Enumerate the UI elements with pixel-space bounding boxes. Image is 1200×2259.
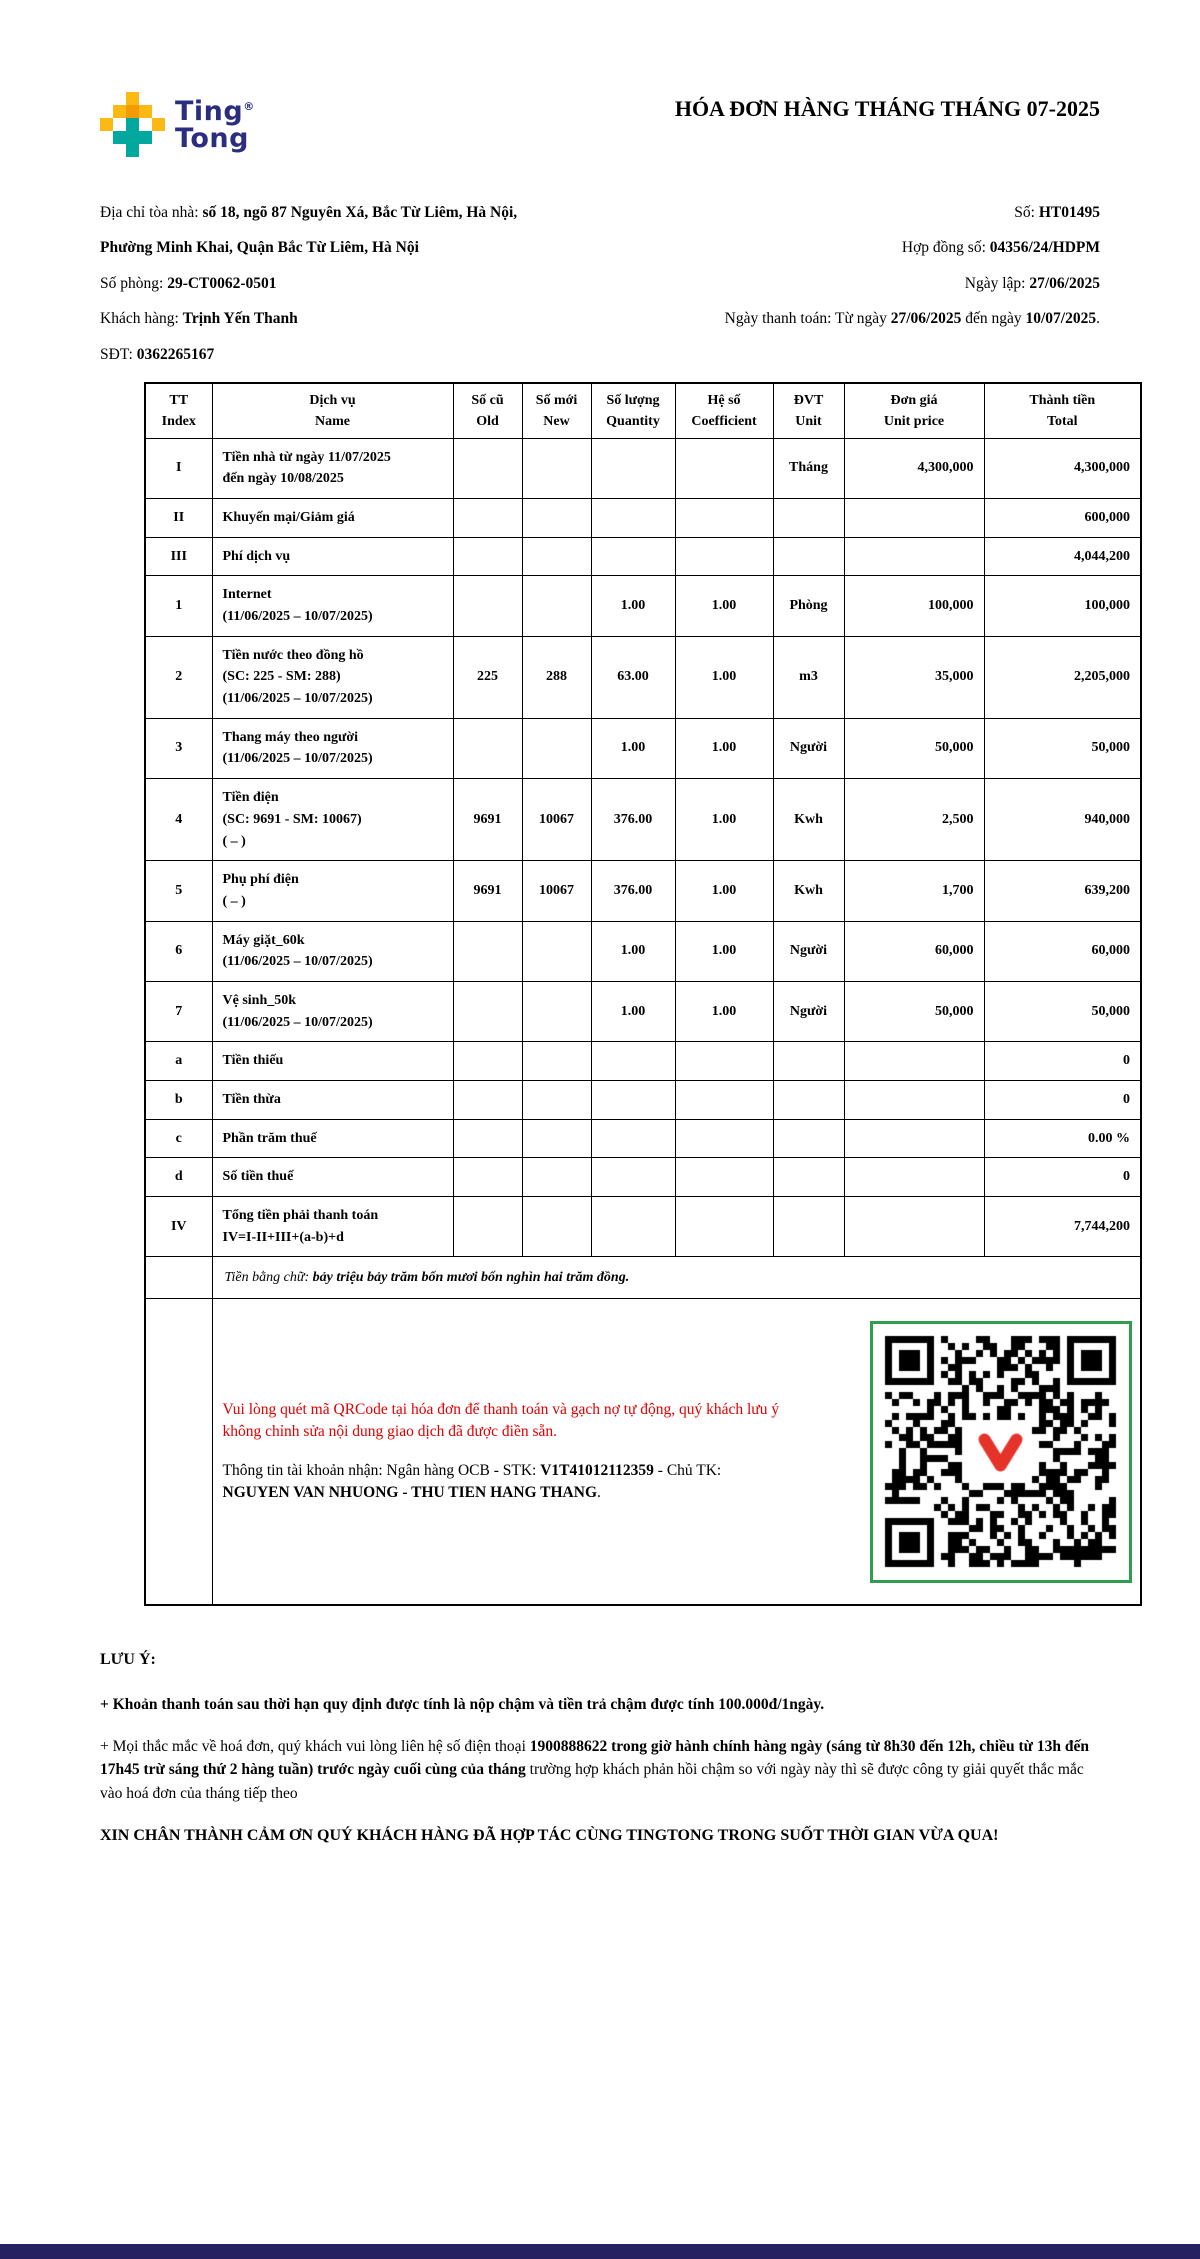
footer-notes [100,1648,1100,1848]
cell-price: 50,000 [844,981,984,1041]
cell-new [522,1158,591,1197]
cell-total: 2,205,000 [984,636,1141,718]
cell-total: 100,000 [984,576,1141,636]
table-row [145,921,1141,981]
cell-new: 10067 [522,779,591,861]
room-number: Số phòng: 29-CT0062-0501 [100,274,277,292]
logo-line2: Tong [175,122,249,154]
cell-tt: 7 [145,981,212,1041]
cell-qty: 376.00 [591,779,675,861]
cell-name: Tiền thừa [212,1081,453,1120]
hotline-number: 1900888622 trong giờ hành chính hàng ngày (sáng từ 8h30 đến 12h, chiều từ 13h đến 17h45 trừ sáng thứ 2 hàng tuần) [100,1738,1089,1779]
cell-old [453,1119,522,1158]
cell-name: Số tiền thuế [212,1158,453,1197]
cell-tt: 2 [145,636,212,718]
qr-code [882,1333,1120,1571]
qr-code-frame [870,1321,1132,1583]
cell-name: Tiền điện (SC: 9691 - SM: 10067) ( – ) [212,779,453,861]
invoice-rows [145,438,1141,1257]
cell-tt: c [145,1119,212,1158]
cell-total: 50,000 [984,981,1141,1041]
cell-total: 0 [984,1042,1141,1081]
cell-coef [675,1119,773,1158]
cell-tt: 5 [145,861,212,921]
info-row [100,309,1100,330]
cell-new [522,576,591,636]
cell-qty [591,537,675,576]
cell-total: 4,300,000 [984,438,1141,498]
table-row [145,537,1141,576]
cell-unit [773,1119,844,1158]
table-row [145,438,1141,498]
cell-qty [591,1158,675,1197]
cell-price: 100,000 [844,576,984,636]
tingtong-logo-icon [100,92,165,157]
cell-qty [591,438,675,498]
amount-in-words-value: bảy triệu bảy trăm bốn mươi bốn nghìn hai trăm đồng. [312,1269,630,1285]
cell-old [453,1197,522,1257]
qr-payment-cell [212,1299,1141,1605]
cell-new [522,1119,591,1158]
account-info: Thông tin tài khoản nhận: Ngân hàng OCB - STK: V1T41012112359 - Chủ TK: NGUYEN VAN NHUONG - THU TIEN HANG THANG. [222,1461,722,1502]
column-header: TT Index [145,383,212,439]
cell-total: 0 [984,1158,1141,1197]
cell-tt [145,1257,212,1299]
cell-qty: 376.00 [591,861,675,921]
cell-total: 0.00 % [984,1119,1141,1158]
cell-coef: 1.00 [675,861,773,921]
table-row [145,1081,1141,1120]
column-header: Đơn giá Unit price [844,383,984,439]
contract-number: Hợp đồng số: 04356/24/HDPM [901,239,1100,257]
cell-coef: 1.00 [675,718,773,778]
cell-total: 600,000 [984,498,1141,537]
info-row [100,274,1100,295]
payment-period: Ngày thanh toán: Từ ngày 27/06/2025 đến ngày 10/07/2025. [724,310,1100,328]
cell-unit: Kwh [773,779,844,861]
info-row [100,203,1100,224]
cell-qty: 63.00 [591,636,675,718]
header [100,88,1100,157]
cell-unit [773,1197,844,1257]
cell-name: Phụ phí điện ( – ) [212,861,453,921]
table-row [145,1158,1141,1197]
cell-old: 9691 [453,861,522,921]
cell-new [522,438,591,498]
cell-name: Tiền thiếu [212,1042,453,1081]
cell-old [453,1042,522,1081]
invoice-title: HÓA ĐƠN HÀNG THÁNG THÁNG 07-2025 [674,96,1100,121]
cell-name: Máy giặt_60k (11/06/2025 – 10/07/2025) [212,921,453,981]
cell-total: 60,000 [984,921,1141,981]
cell-tt: 3 [145,718,212,778]
column-header: Dịch vụ Name [212,383,453,439]
table-row [145,861,1141,921]
table-row [145,576,1141,636]
cell-coef [675,1158,773,1197]
column-header: Hệ số Coefficient [675,383,773,439]
table-row [145,981,1141,1041]
cell-old: 9691 [453,779,522,861]
table-row [145,636,1141,718]
cell-qty: 1.00 [591,718,675,778]
cell-total: 940,000 [984,779,1141,861]
cell-total: 7,744,200 [984,1197,1141,1257]
cell-tt: 4 [145,779,212,861]
cell-coef: 1.00 [675,981,773,1041]
cell-old [453,537,522,576]
column-header: Số cũ Old [453,383,522,439]
cell-price: 2,500 [844,779,984,861]
cell-coef [675,498,773,537]
cell-coef [675,1197,773,1257]
cell-name: Vệ sinh_50k (11/06/2025 – 10/07/2025) [212,981,453,1041]
table-row [145,718,1141,778]
table-row [145,1197,1141,1257]
cell-old [453,576,522,636]
account-number: V1T41012112359 [540,1461,654,1479]
registered-mark: ® [243,99,255,113]
table-row [145,498,1141,537]
cell-new: 288 [522,636,591,718]
cell-new [522,1081,591,1120]
cell-tt [145,1299,212,1605]
tingtong-logo [100,92,255,157]
cell-tt: I [145,438,212,498]
cell-unit: Tháng [773,438,844,498]
hotline-note: + Mọi thắc mắc về hoá đơn, quý khách vui lòng liên hệ số điện thoại 1900888622 trong giờ hành chính hàng ngày (sáng từ 8h30 đến 12h, chiều từ 13h đến 17h45 trừ sáng thứ 2 hàng tuần) trước ngày cuối cùng của tháng trường hợp khách phản hồi chậm so với ngày này thì sẽ được công ty giải quyết thắc mắc vào hoá đơn của tháng tiếp theo [100,1738,1089,1802]
building-address: Địa chỉ tòa nhà: số 18, ngõ 87 Nguyên Xá, Bắc Từ Liêm, Hà Nội, [100,204,518,221]
cell-new [522,537,591,576]
cell-unit: m3 [773,636,844,718]
cell-tt: 1 [145,576,212,636]
cell-name: Tổng tiền phải thanh toán IV=I-II+III+(a-b)+d [212,1197,453,1257]
cell-name: Internet (11/06/2025 – 10/07/2025) [212,576,453,636]
notes-heading: LƯU Ý: [100,1650,156,1668]
cell-total: 0 [984,1081,1141,1120]
cell-price: 1,700 [844,861,984,921]
amount-in-words-row [145,1257,1141,1299]
thank-you-message: XIN CHÂN THÀNH CẢM ƠN QUÝ KHÁCH HÀNG ĐÃ HỢP TÁC CÙNG TINGTONG TRONG SUỐT THỜI GIAN VỪA QUA! [100,1826,999,1844]
table-row [145,1119,1141,1158]
cell-coef [675,438,773,498]
cell-unit: Phòng [773,576,844,636]
cell-tt: a [145,1042,212,1081]
column-header: Thành tiền Total [984,383,1141,439]
invoice-info [100,203,1100,366]
cell-price [844,1081,984,1120]
cell-old [453,498,522,537]
cell-price [844,1042,984,1081]
cell-name: Phí dịch vụ [212,537,453,576]
invoice-table [144,382,1142,1606]
info-row [100,345,1100,366]
cell-new [522,718,591,778]
customer-name: Khách hàng: Trịnh Yến Thanh [100,310,298,328]
cell-qty: 1.00 [591,981,675,1041]
payment-instructions [223,1399,788,1505]
account-holder: NGUYEN VAN NHUONG - THU TIEN HANG THANG [222,1484,597,1502]
cell-unit: Người [773,921,844,981]
cell-qty [591,1119,675,1158]
cell-old [453,718,522,778]
phone-number: SĐT: 0362265167 [100,345,215,363]
cell-unit [773,1081,844,1120]
cell-total: 4,044,200 [984,537,1141,576]
cell-price [844,498,984,537]
cell-unit: Người [773,718,844,778]
amount-in-words-label: Tiền bằng chữ: [224,1269,313,1285]
amount-in-words-cell [212,1257,1141,1299]
cell-coef [675,1081,773,1120]
cell-new: 10067 [522,861,591,921]
issue-date: Ngày lập: 27/06/2025 [964,274,1100,292]
cell-tt: d [145,1158,212,1197]
logo-line1: Ting [175,95,244,127]
cell-qty: 1.00 [591,921,675,981]
bottom-color-bar [0,2244,1200,2259]
cell-qty [591,498,675,537]
cell-name: Phần trăm thuế [212,1119,453,1158]
cell-price [844,537,984,576]
tingtong-wordmark [175,95,255,154]
cell-tt: IV [145,1197,212,1257]
cell-price: 60,000 [844,921,984,981]
cell-coef: 1.00 [675,576,773,636]
cell-price [844,1197,984,1257]
cell-old [453,1081,522,1120]
cell-coef: 1.00 [675,921,773,981]
cell-coef: 1.00 [675,636,773,718]
cell-price [844,1158,984,1197]
cell-new [522,921,591,981]
cell-name: Tiền nhà từ ngày 11/07/2025 đến ngày 10/08/2025 [212,438,453,498]
info-row [100,238,1100,259]
cell-unit [773,1158,844,1197]
cell-price: 35,000 [844,636,984,718]
qr-warning-text: Vui lòng quét mã QRCode tại hóa đơn để thanh toán và gạch nợ tự động, quý khách lưu ý không chỉnh sửa nội dung giao dịch đã được điền sẵn. [222,1400,780,1441]
cell-new [522,1197,591,1257]
cell-unit: Người [773,981,844,1041]
cell-old [453,438,522,498]
cell-price [844,1119,984,1158]
cell-total: 639,200 [984,861,1141,921]
cell-old [453,1158,522,1197]
cell-qty: 1.00 [591,576,675,636]
cell-unit [773,537,844,576]
cell-old [453,921,522,981]
cell-tt: II [145,498,212,537]
building-address-line2: Phường Minh Khai, Quận Bắc Từ Liêm, Hà Nội [100,239,419,257]
cell-tt: III [145,537,212,576]
cell-price: 50,000 [844,718,984,778]
table-row [145,1042,1141,1081]
cell-name: Thang máy theo người (11/06/2025 – 10/07/2025) [212,718,453,778]
cell-coef [675,537,773,576]
cell-qty [591,1197,675,1257]
cell-price: 4,300,000 [844,438,984,498]
cell-old: 225 [453,636,522,718]
table-row [145,779,1141,861]
column-header: ĐVT Unit [773,383,844,439]
table-header-row [145,383,1141,439]
cell-total: 50,000 [984,718,1141,778]
cell-tt: b [145,1081,212,1120]
cell-old [453,981,522,1041]
qr-row [145,1299,1141,1605]
column-header: Số mới New [522,383,591,439]
cell-coef: 1.00 [675,779,773,861]
cell-qty [591,1042,675,1081]
cell-name: Khuyến mại/Giảm giá [212,498,453,537]
cell-tt: 6 [145,921,212,981]
cell-new [522,981,591,1041]
cell-new [522,498,591,537]
cell-unit [773,1042,844,1081]
late-payment-note: + Khoản thanh toán sau thời hạn quy định được tính là nộp chậm và tiền trả chậm được tính 100.000đ/1ngày. [100,1695,825,1713]
cell-new [522,1042,591,1081]
invoice-number: Số: HT01495 [1014,204,1100,221]
cell-unit: Kwh [773,861,844,921]
column-header: Số lượng Quantity [591,383,675,439]
cell-name: Tiền nước theo đồng hồ (SC: 225 - SM: 288) (11/06/2025 – 10/07/2025) [212,636,453,718]
cell-unit [773,498,844,537]
cell-qty [591,1081,675,1120]
cell-coef [675,1042,773,1081]
